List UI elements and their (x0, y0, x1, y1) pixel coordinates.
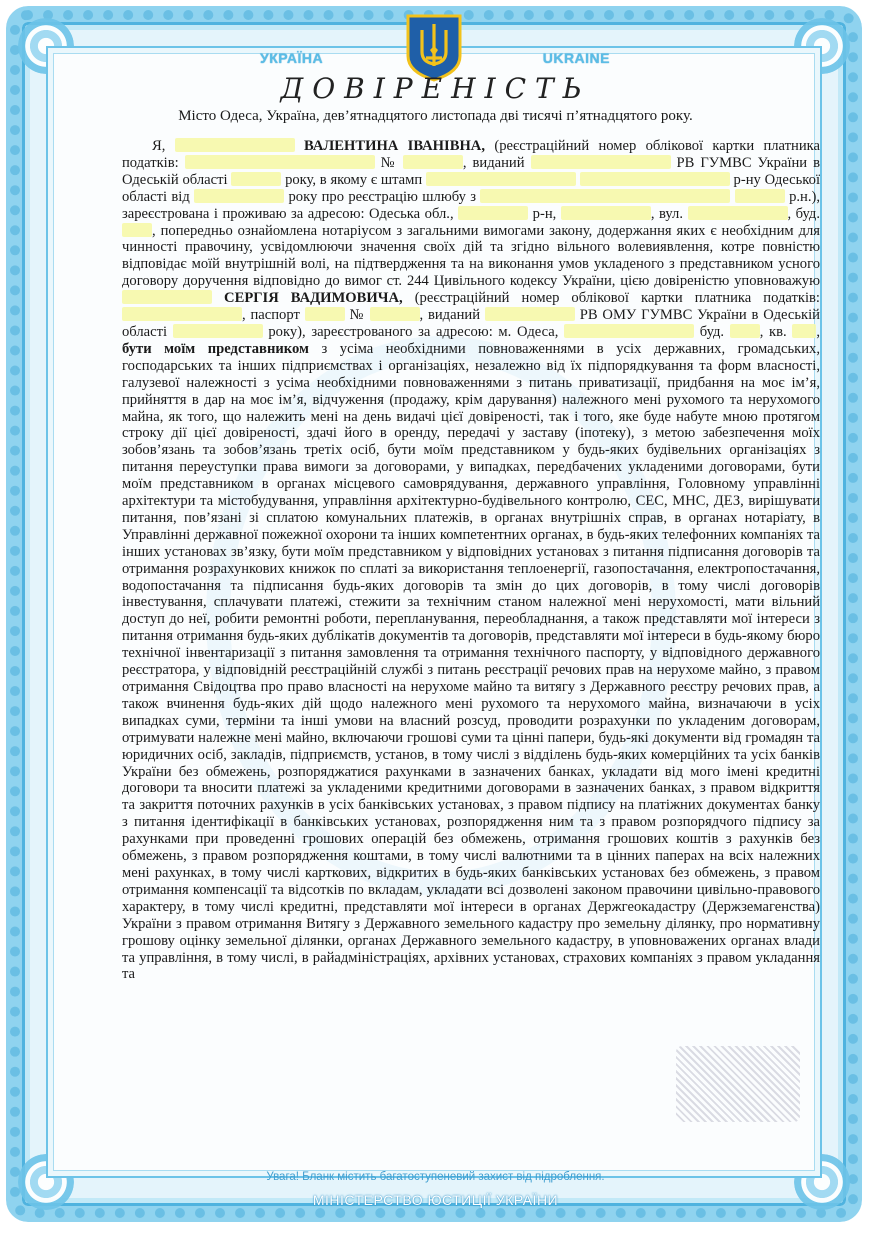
document-body (122, 138, 820, 983)
text-segment: (реєстраційний номер облікової картки платника податків: (122, 138, 820, 171)
text-segment: р-н, (532, 205, 557, 222)
country-name-ua: УКРАЇНА (260, 50, 324, 66)
redacted-date (485, 307, 575, 321)
text-segment: буд. (699, 323, 725, 340)
text-segment: , попередньо ознайомлена нотаріусом з загальними вимогами закону, додержання яких є необхідним для чинності правочину, усвідомлюючи значення своїх дій та згідно вільного волевиявлення, котре повністю відповідає моїй внутрішній волі, на підтвердження та на виконання умов укладеного з представником усного договору доручення відповідно до вимог ст. 244 Цивільного кодексу України, цією довіреністю уповноважую (122, 222, 820, 290)
redacted-house (730, 324, 760, 338)
agent-name: СЕРГІЯ ВАДИМОВИЧА, (224, 290, 403, 307)
place-and-date: Місто Одеса, Україна, дев’ятнадцятого листопада дві тисячі п’ятнадцятого року. (178, 108, 693, 124)
redacted-series (305, 307, 345, 321)
redacted-street (688, 206, 788, 220)
text-segment: , (816, 323, 820, 340)
text-segment: , виданий (462, 154, 525, 171)
body-paragraph (122, 138, 820, 983)
document-title: ДОВІРЕНІСТЬ (280, 72, 591, 105)
text-segment: РВ ГУМВС України в Одеській області (122, 154, 820, 188)
redacted-date (531, 155, 671, 169)
redacted-agent-surname (122, 290, 212, 304)
redacted-district (458, 206, 528, 220)
text-segment: року), зареєстрованого за адресою: м. Одеса, (268, 323, 559, 340)
redacted-spouse (480, 189, 730, 203)
redacted-year (735, 189, 785, 203)
text-segment: № (380, 154, 397, 171)
redacted-tax-id (122, 307, 242, 321)
text-segment: , буд. (787, 205, 821, 222)
redacted-village (561, 206, 651, 220)
text-segment: року про реєстрацію шлюбу з (288, 188, 476, 205)
text-segment: № (349, 307, 365, 324)
redacted-registry (580, 172, 730, 186)
redacted-tax-id (185, 155, 375, 169)
text-segment: РВ ОМУ ГУМВС України в Одеській області (122, 307, 820, 340)
text-segment: (реєстраційний номер облікової картки платника податків: (414, 290, 820, 307)
redacted-flat (792, 324, 816, 338)
ministry-name: МІНІСТЕРСТВО ЮСТИЦІЇ УКРАЇНИ (312, 1192, 559, 1208)
notary-stamp-overlay (676, 1046, 800, 1122)
redacted-passport (403, 155, 463, 169)
redacted-house (122, 223, 152, 237)
text-segment: , кв. (759, 323, 787, 340)
powers-text: з усіма необхідними повноваженнями в усіх державних, громадських, господарських та інших підприємствах і організаціях, незалежно від їх підпорядкування та форм власності, галузевої належності з усіма необхідними повноваженнями з питань приватизації, придбання на моє ім’я, прийняття в дар на моє ім’я, відчуження (продажу, крім дарування) належного мені рухомого та нерухомого майна, як того, що належить мені на день видачі цієї довіреності, так і того, яке буде набуте мною протягом строку дії цієї довіреності, здачі його в оренду, передачі у заставу (іпотеку), з метою забезпечення моїх зобов’язань та зобов’язань третіх осіб, бути моїм представником у будь-яких будівельних організаціях з питання переуступки права вимоги за договорами, у випадках, передбачених укладеними договорами, бути моїм представником в органах місцевого самоврядування, державного управління, Головному управлінні архітектури та містобудування, управління архітектурно-будівельного контролю, СЕС, МНС, ДЕЗ, вирішувати питання, пов’язані зі сплатою комунальних платежів, в органах внутрішніх справ, в органах нотаріату, в Управлінні державної пожежної охорони та інших компетентних органах, в будь-яких телефонних компаніях та інших установах зв’язку, бути моїм представником у відповідних установах з питання підписання договорів та отримання розрахункових книжок по сплаті за використання теплоенергії, газопостачання, електропостачання, водопостачання та підписання будь-яких договорів та змін до цих договорів, в тому числі договорів інвестування, сплачувати платежі, стежити за технічним станом належної мені нерухомості, мати вільний доступ до неї, робити ремонтні роботи, перепланування, переобладнання, а також представляти мої інтереси з питання отримання будь-яких дублікатів документів та договорів, представляти мої інтереси в будь-якому бюро технічної інвентаризації з питання замовлення та отримання технічного паспорту, у відповідного державного реєстратора, у відповідній реєстраційній службі з питань реєстрації речових прав на нерухоме майно, з правом отримання Свідоцтва про право власності на нерухоме майно та витягу з Державного реєстру речових прав, а також вчинення будь-яких дій щодо належного мені рухомого та нерухомого майна, визначаючи в усіх випадках суми, терміни та інші умови на власний розсуд, проводити розрахунки по укладеним договорам, отримувати належне мені майно, включаючи грошові суми та цінні папери, будь-які документи від громадян та юридичних осіб, закладів, підприємств, установ, в тому числі з відділень будь-яких комерційних та усіх банків України без обмежень, розпоряджатися рахунками в зазначених банках, укладати від мого імені кредитні договори та вносити платежі за укладеними кредитними договорами в зазначених банках, з правом відкриття та закриття поточних рахунків в усіх банківських установах, з правом підпису на платіжних документах банку з питання ідентифікації в банківських установах, розпорядження ним та з правом розпорядчого підпису за рахунками при проведенні грошових операцій без обмежень, отримання грошових коштів з рахунків без обмежень, з правом розпорядження коштами, в тому числі валютними та в цінних паперах на всіх належних мені рахунках, в тому числі карткових, відкритих в будь-яких банківських установах без обмежень, з правом отримання компенсації та відсотків по вкладам, укладати всі дозволені законом правочини цивільно-правового характеру, в тому числі кредитні, представляти мої інтереси в органах Держгеокадастру (Держземагенства) України з правом отримання Витягу з Державного земельного кадастру про земельну ділянку, про нормативну грошову оцінку земельної ділянки, органах Державного земельного кадастру, в уповноважених органах влади та управління, в тому числі, в райадміністраціях, архівних установах, страхових компаніях з правом укладання та (122, 340, 820, 983)
principal-name: ВАЛЕНТИНА ІВАНІВНА, (304, 138, 485, 154)
redacted-passport (370, 307, 420, 321)
redacted-date (173, 324, 263, 338)
text-segment: Я, (152, 138, 166, 154)
text-segment: , паспорт (242, 307, 300, 324)
forgery-warning: Увага! Бланк містить багатоступеневий захист від підроблення. (266, 1171, 605, 1183)
authority-clause: бути моїм представником (122, 340, 309, 357)
text-segment: р-ну Одеської області від (122, 171, 821, 205)
redacted-date (231, 172, 281, 186)
text-segment: , виданий (419, 307, 481, 324)
redacted-date (194, 189, 284, 203)
redacted-street (564, 324, 694, 338)
text-segment: , вул. (650, 205, 683, 222)
redacted-surname (175, 138, 295, 152)
text-segment: року, в якому є штамп (285, 171, 423, 188)
redacted-stamp-info (426, 172, 576, 186)
text-segment: р.н.), зареєстрована і проживаю за адресою: Одеська обл., (122, 188, 820, 222)
country-name-en: UKRAINE (542, 50, 610, 66)
